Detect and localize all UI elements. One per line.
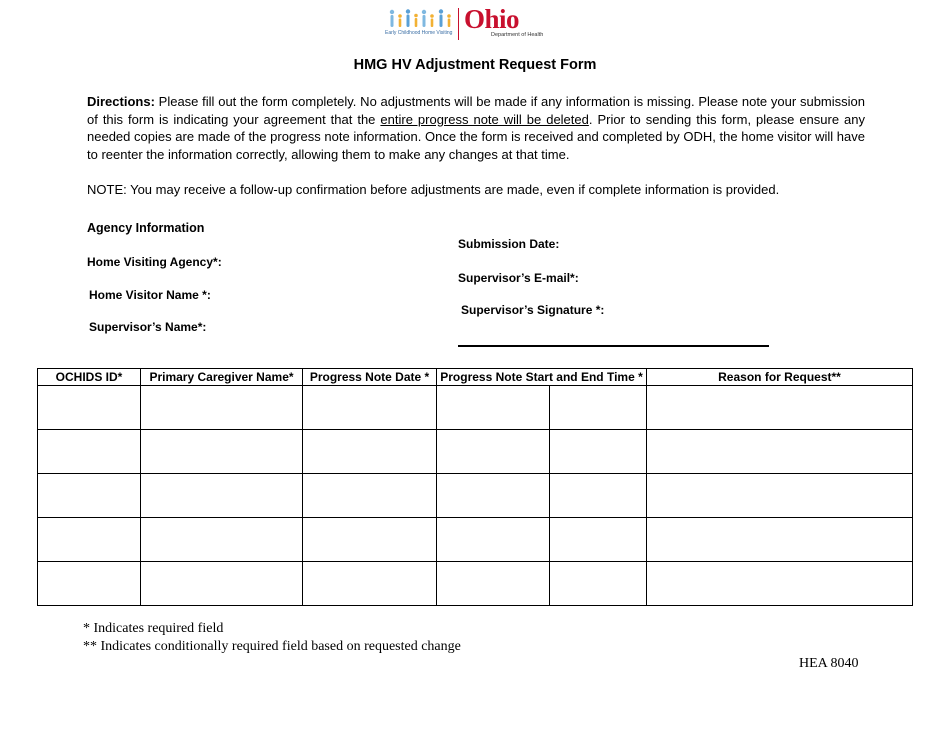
progress-note-date-cell[interactable] (303, 474, 437, 518)
directions-text-2: . Prior to sending this form, please ensure any needed copies are made of the progress note information. Once the form is received and completed by ODH, the home visitor will have to reenter the information correctly, allowing them to make any changes at that time. (87, 111, 866, 162)
progress-note-date-cell[interactable] (303, 518, 437, 562)
home-visiting-agency-label: Home Visiting Agency*: (87, 255, 222, 269)
primary-caregiver-cell[interactable] (141, 474, 303, 518)
table-row (38, 386, 913, 430)
form-title: HMG HV Adjustment Request Form (353, 57, 597, 73)
primary-caregiver-cell[interactable] (141, 386, 303, 430)
required-field-footnote: * Indicates required field (83, 621, 224, 636)
reason-cell[interactable] (647, 386, 913, 430)
progress-note-date-cell[interactable] (303, 386, 437, 430)
supervisor-name-label: Supervisor’s Name*: (89, 320, 207, 334)
reason-cell[interactable] (647, 474, 913, 518)
conditional-field-footnote: ** Indicates conditionally required field based on requested change (83, 639, 461, 654)
ohio-ech-logo (384, 6, 544, 42)
ochids-id-cell[interactable] (38, 518, 141, 562)
end-time-cell[interactable] (550, 474, 647, 518)
table-row (38, 518, 913, 562)
end-time-cell[interactable] (550, 386, 647, 430)
end-time-cell[interactable] (550, 518, 647, 562)
table-row (38, 430, 913, 474)
signature-line[interactable] (458, 345, 769, 347)
start-time-cell[interactable] (437, 518, 550, 562)
department-of-health-text: Department of Health (491, 32, 544, 38)
agency-information-heading: Agency Information (87, 221, 205, 235)
reason-cell[interactable] (647, 562, 913, 606)
ochids-id-cell[interactable] (38, 474, 141, 518)
supervisor-signature-label: Supervisor’s Signature *: (461, 303, 605, 317)
col-header-progress-note-date: Progress Note Date * (303, 369, 437, 386)
col-header-reason-for-request: Reason for Request** (647, 369, 913, 386)
directions-text-1: Please fill out the form completely. No adjustments will be made if any information is missing. Please note your submission of this form is indicating your agreement that the (87, 94, 865, 127)
note-paragraph: NOTE: You may receive a follow-up confirmation before adjustments are made, even if complete information is provided. (87, 182, 780, 197)
directions-label: Directions: (87, 94, 155, 109)
primary-caregiver-cell[interactable] (141, 430, 303, 474)
end-time-cell[interactable] (550, 562, 647, 606)
logo-divider (458, 8, 459, 40)
primary-caregiver-cell[interactable] (141, 518, 303, 562)
families-icon (386, 8, 458, 32)
col-header-progress-note-time: Progress Note Start and End Time * (437, 369, 647, 386)
progress-note-date-cell[interactable] (303, 430, 437, 474)
directions-underlined-text: entire progress note will be deleted (380, 111, 589, 127)
progress-note-date-cell[interactable] (303, 562, 437, 606)
col-header-primary-caregiver-name: Primary Caregiver Name* (141, 369, 303, 386)
form-number: HEA 8040 (799, 656, 859, 671)
col-header-ochids-id: OCHIDS ID* (38, 369, 141, 386)
start-time-cell[interactable] (437, 474, 550, 518)
table-header-row (38, 369, 913, 386)
reason-cell[interactable] (647, 430, 913, 474)
ochids-id-cell[interactable] (38, 562, 141, 606)
ohio-wordmark: Ohio (464, 4, 520, 34)
table-row (38, 562, 913, 606)
submission-date-label: Submission Date: (458, 237, 560, 251)
reason-cell[interactable] (647, 518, 913, 562)
ochids-id-cell[interactable] (38, 430, 141, 474)
start-time-cell[interactable] (437, 562, 550, 606)
early-childhood-text: Early Childhood Home Visiting (385, 30, 453, 36)
directions-paragraph (87, 93, 865, 163)
supervisor-email-label: Supervisor’s E-mail*: (458, 271, 579, 285)
start-time-cell[interactable] (437, 386, 550, 430)
adjustment-request-table (37, 368, 913, 606)
ochids-id-cell[interactable] (38, 386, 141, 430)
primary-caregiver-cell[interactable] (141, 562, 303, 606)
end-time-cell[interactable] (550, 430, 647, 474)
table-row (38, 474, 913, 518)
start-time-cell[interactable] (437, 430, 550, 474)
home-visitor-name-label: Home Visitor Name *: (89, 288, 211, 302)
